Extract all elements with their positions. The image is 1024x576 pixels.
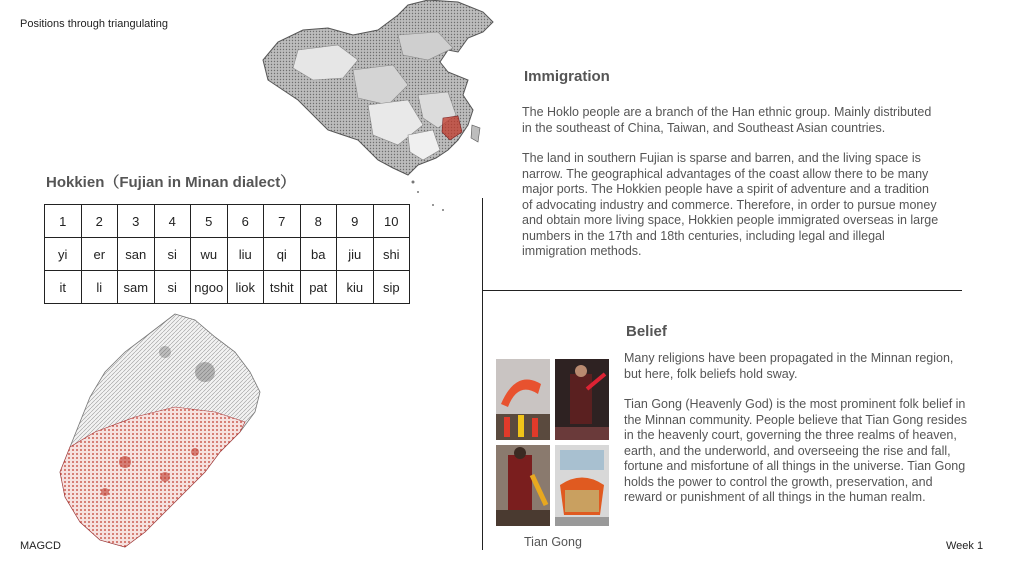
table-cell: 4: [154, 205, 191, 238]
table-number-row: [45, 205, 410, 238]
tian-gong-photo-4: [555, 445, 609, 526]
table-cell: 2: [81, 205, 118, 238]
table-cell: 3: [118, 205, 155, 238]
table-cell: jiu: [337, 238, 374, 271]
table-cell: san: [118, 238, 155, 271]
belief-paragraph-1: Many religions have been propagated in the Minnan region, but here, folk beliefs hold sway.: [624, 351, 954, 381]
table-cell: 5: [191, 205, 228, 238]
table-cell: li: [81, 271, 118, 304]
table-cell: liu: [227, 238, 264, 271]
page-header-label: Positions through triangulating: [20, 18, 168, 30]
tian-gong-photo-3: [496, 445, 550, 526]
table-cell: 10: [373, 205, 410, 238]
footer-left-label: MAGCD: [20, 540, 61, 552]
belief-body: [624, 351, 969, 506]
horizontal-divider: [482, 290, 962, 291]
table-cell: 8: [300, 205, 337, 238]
table-cell: kiu: [337, 271, 374, 304]
belief-paragraph-2: Tian Gong (Heavenly God) is the most prominent folk belief in the Minnan community. People believe that Tian Gong resides in the heavenly court, governing the three realms of heaven, earth, and the underworld, and overseeing the rise and fall, fortune and misfortune of all things in the universe. Tian Gong holds the power to control the growth, preservation, and reward or punishment of all things in the human realm.: [624, 397, 968, 504]
hokkien-number-table: [44, 204, 410, 304]
table-mandarin-row: [45, 238, 410, 271]
vertical-divider: [482, 198, 483, 550]
table-cell: 7: [264, 205, 301, 238]
table-cell: tshit: [264, 271, 301, 304]
immigration-paragraph-2: The land in southern Fujian is sparse and barren, and the living space is narrow. The geographical advantages of the coast allow there to be many major ports. The Hokkien people have a spirit of adventure and a tradition of advocating industry and commerce. Therefore, in order to pursue money and obtain more living space, Hokkien people immigrated overseas in large numbers in the 17th and 18th centuries, including legal and illegal immigration methods.: [522, 151, 939, 258]
table-cell: ba: [300, 238, 337, 271]
table-hokkien-row: [45, 271, 410, 304]
immigration-title: Immigration: [524, 68, 610, 85]
table-cell: yi: [45, 238, 82, 271]
table-cell: liok: [227, 271, 264, 304]
immigration-paragraph-1: The Hoklo people are a branch of the Han ethnic group. Mainly distributed in the southeast of China, Taiwan, and Southeast Asian countries.: [522, 105, 932, 135]
photo-caption: Tian Gong: [524, 535, 582, 549]
immigration-body: [522, 105, 942, 260]
hokkien-title: Hokkien（Fujian in Minan dialect）: [46, 174, 296, 191]
table-cell: er: [81, 238, 118, 271]
table-cell: pat: [300, 271, 337, 304]
table-cell: si: [154, 271, 191, 304]
footer-right-label: Week 1: [946, 540, 984, 552]
table-cell: it: [45, 271, 82, 304]
table-cell: 9: [337, 205, 374, 238]
table-cell: si: [154, 238, 191, 271]
table-cell: sip: [373, 271, 410, 304]
belief-title: Belief: [626, 323, 667, 340]
table-cell: sam: [118, 271, 155, 304]
tian-gong-photo-1: [496, 359, 550, 440]
table-cell: wu: [191, 238, 228, 271]
table-cell: qi: [264, 238, 301, 271]
tian-gong-photo-2: [555, 359, 609, 440]
table-cell: 6: [227, 205, 264, 238]
table-cell: 1: [45, 205, 82, 238]
fujian-map: [55, 312, 285, 552]
table-cell: ngoo: [191, 271, 228, 304]
table-cell: shi: [373, 238, 410, 271]
